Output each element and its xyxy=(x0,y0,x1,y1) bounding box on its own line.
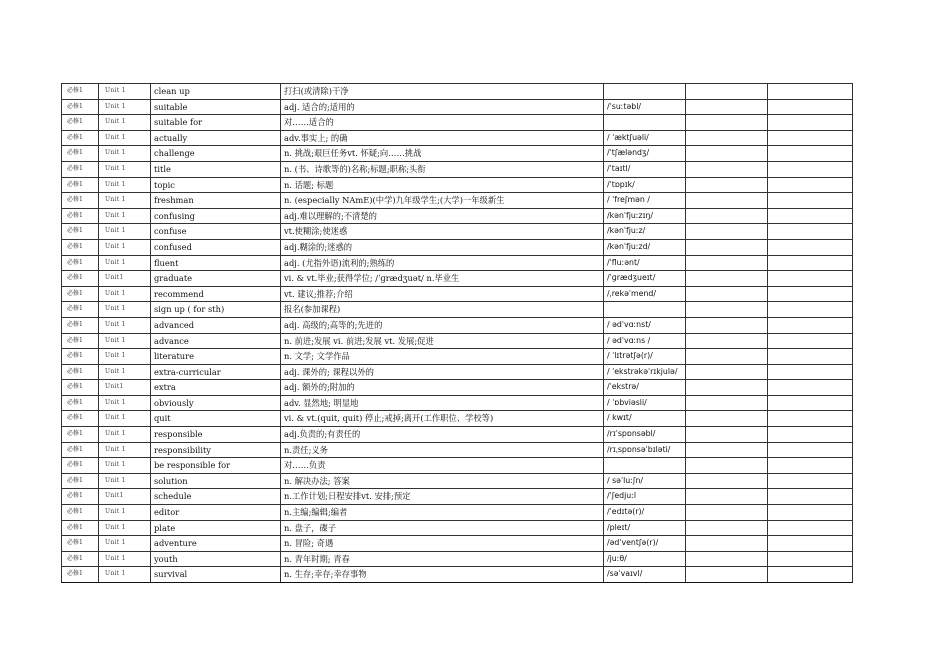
unit-cell: Unit 1 xyxy=(99,255,151,271)
phonetic-cell: / ˈɒbviəsli/ xyxy=(604,395,686,411)
phonetic-cell: /ˌrekəˈmend/ xyxy=(604,286,686,302)
meaning-cell: vt.使糊涂;使迷惑 xyxy=(281,224,604,240)
phonetic-cell: /ˈtɒpɪk/ xyxy=(604,177,686,193)
table-row xyxy=(62,271,853,287)
table-row xyxy=(62,333,853,349)
meaning-cell: vt. 建议;推荐;介绍 xyxy=(281,286,604,302)
table-row xyxy=(62,161,853,177)
blank-cell xyxy=(768,536,853,552)
blank-cell xyxy=(768,193,853,209)
meaning-cell: vi. & vt.(quit, quit) 停止;戒掉;离开(工作职位、学校等) xyxy=(281,411,604,427)
blank-cell xyxy=(768,411,853,427)
meaning-cell: adj. 高级的;高等的;先进的 xyxy=(281,317,604,333)
phonetic-cell xyxy=(604,115,686,131)
table-row xyxy=(62,177,853,193)
blank-cell xyxy=(768,271,853,287)
meaning-cell: 报名(参加课程) xyxy=(281,302,604,318)
blank-cell xyxy=(768,458,853,474)
book-cell: 必修1 xyxy=(62,567,99,583)
meaning-cell: adv.事实上; 的确 xyxy=(281,130,604,146)
blank-cell xyxy=(768,442,853,458)
unit-cell: Unit 1 xyxy=(99,317,151,333)
blank-cell xyxy=(768,395,853,411)
book-cell: 必修1 xyxy=(62,473,99,489)
word-cell: responsibility xyxy=(151,442,281,458)
word-cell: advanced xyxy=(151,317,281,333)
blank-cell xyxy=(768,380,853,396)
word-cell: topic xyxy=(151,177,281,193)
word-cell: actually xyxy=(151,130,281,146)
phonetic-cell xyxy=(604,458,686,474)
table-row xyxy=(62,317,853,333)
phonetic-cell: / ˈæktʃuəli/ xyxy=(604,130,686,146)
blank-cell xyxy=(768,317,853,333)
phonetic-cell: /ˈedɪtə(r)/ xyxy=(604,505,686,521)
word-cell: suitable xyxy=(151,99,281,115)
word-cell: editor xyxy=(151,505,281,521)
phonetic-cell: /ˈekstrə/ xyxy=(604,380,686,396)
blank-cell xyxy=(768,177,853,193)
book-cell: 必修1 xyxy=(62,302,99,318)
blank-cell xyxy=(686,364,768,380)
meaning-cell: n. 前进;发展 vi. 前进;发展 vt. 发展;促进 xyxy=(281,333,604,349)
blank-cell xyxy=(686,146,768,162)
blank-cell xyxy=(686,271,768,287)
word-cell: title xyxy=(151,161,281,177)
phonetic-cell: / səˈluːʃn/ xyxy=(604,473,686,489)
blank-cell xyxy=(686,520,768,536)
blank-cell xyxy=(768,302,853,318)
blank-cell xyxy=(768,473,853,489)
unit-cell: Unit 1 xyxy=(99,395,151,411)
table-row xyxy=(62,255,853,271)
book-cell: 必修1 xyxy=(62,146,99,162)
table-row xyxy=(62,208,853,224)
book-cell: 必修1 xyxy=(62,255,99,271)
table-row xyxy=(62,99,853,115)
word-cell: graduate xyxy=(151,271,281,287)
blank-cell xyxy=(768,286,853,302)
blank-cell xyxy=(686,458,768,474)
table-row xyxy=(62,458,853,474)
phonetic-cell: / ˈlɪtrətʃə(r)/ xyxy=(604,349,686,365)
blank-cell xyxy=(686,333,768,349)
meaning-cell: 对……负责 xyxy=(281,458,604,474)
word-cell: schedule xyxy=(151,489,281,505)
table-row xyxy=(62,551,853,567)
blank-cell xyxy=(686,395,768,411)
word-cell: literature xyxy=(151,349,281,365)
blank-cell xyxy=(686,473,768,489)
blank-cell xyxy=(686,302,768,318)
blank-cell xyxy=(768,567,853,583)
meaning-cell: n. 话题; 标题 xyxy=(281,177,604,193)
phonetic-cell: /kənˈfjuːzɪŋ/ xyxy=(604,208,686,224)
phonetic-cell: /ədˈventʃə(r)/ xyxy=(604,536,686,552)
unit-cell: Unit 1 xyxy=(99,99,151,115)
meaning-cell: n.主编;编辑;编者 xyxy=(281,505,604,521)
table-row xyxy=(62,380,853,396)
meaning-cell: adj. 课外的; 课程以外的 xyxy=(281,364,604,380)
blank-cell xyxy=(686,317,768,333)
meaning-cell: n. (especially NAmE)(中学)九年级学生;(大学)一年级新生 xyxy=(281,193,604,209)
blank-cell xyxy=(686,208,768,224)
book-cell: 必修1 xyxy=(62,286,99,302)
word-cell: survival xyxy=(151,567,281,583)
unit-cell: Unit 1 xyxy=(99,146,151,162)
unit-cell: Unit 1 xyxy=(99,458,151,474)
meaning-cell: adj. 适合的;适用的 xyxy=(281,99,604,115)
phonetic-cell: /kənˈfjuːz/ xyxy=(604,224,686,240)
book-cell: 必修1 xyxy=(62,551,99,567)
word-cell: freshman xyxy=(151,193,281,209)
meaning-cell: vi. & vt.毕业;获得学位; /ˈɡrædʒuət/ n.毕业生 xyxy=(281,271,604,287)
unit-cell: Unit 1 xyxy=(99,551,151,567)
phonetic-cell: /ˈʃedjuːl xyxy=(604,489,686,505)
meaning-cell: adj. 额外的;附加的 xyxy=(281,380,604,396)
book-cell: 必修1 xyxy=(62,161,99,177)
meaning-cell: n.责任;义务 xyxy=(281,442,604,458)
blank-cell xyxy=(686,427,768,443)
blank-cell xyxy=(686,99,768,115)
table-row xyxy=(62,427,853,443)
word-cell: plate xyxy=(151,520,281,536)
phonetic-cell: /pleɪt/ xyxy=(604,520,686,536)
phonetic-cell: /rɪˌspɒnsəˈbɪləti/ xyxy=(604,442,686,458)
unit-cell: Unit 1 xyxy=(99,349,151,365)
blank-cell xyxy=(686,115,768,131)
blank-cell xyxy=(768,99,853,115)
table-row xyxy=(62,473,853,489)
word-cell: suitable for xyxy=(151,115,281,131)
vocabulary-table xyxy=(61,83,853,583)
meaning-cell: n.工作计划;日程安排vt. 安排;预定 xyxy=(281,489,604,505)
word-cell: adventure xyxy=(151,536,281,552)
unit-cell: Unit 1 xyxy=(99,333,151,349)
blank-cell xyxy=(686,411,768,427)
unit-cell: Unit 1 xyxy=(99,473,151,489)
meaning-cell: n. 解决办法; 答案 xyxy=(281,473,604,489)
table-row xyxy=(62,239,853,255)
word-cell: youth xyxy=(151,551,281,567)
blank-cell xyxy=(768,349,853,365)
table-row xyxy=(62,505,853,521)
book-cell: 必修1 xyxy=(62,99,99,115)
meaning-cell: adj. (尤指外语)流利的;熟练的 xyxy=(281,255,604,271)
blank-cell xyxy=(768,208,853,224)
word-cell: solution xyxy=(151,473,281,489)
phonetic-cell xyxy=(604,302,686,318)
unit-cell: Unit1 xyxy=(99,380,151,396)
unit-cell: Unit 1 xyxy=(99,161,151,177)
blank-cell xyxy=(686,380,768,396)
unit-cell: Unit 1 xyxy=(99,193,151,209)
table-row xyxy=(62,536,853,552)
blank-cell xyxy=(686,84,768,100)
meaning-cell: n. 青年时期; 青春 xyxy=(281,551,604,567)
word-cell: confusing xyxy=(151,208,281,224)
table-row xyxy=(62,84,853,100)
meaning-cell: adv. 显然地; 明显地 xyxy=(281,395,604,411)
book-cell: 必修1 xyxy=(62,411,99,427)
blank-cell xyxy=(686,161,768,177)
book-cell: 必修1 xyxy=(62,239,99,255)
book-cell: 必修1 xyxy=(62,427,99,443)
book-cell: 必修1 xyxy=(62,224,99,240)
phonetic-cell: /ˈsuːtəbl/ xyxy=(604,99,686,115)
blank-cell xyxy=(768,489,853,505)
word-cell: confuse xyxy=(151,224,281,240)
book-cell: 必修1 xyxy=(62,208,99,224)
book-cell: 必修1 xyxy=(62,489,99,505)
blank-cell xyxy=(768,115,853,131)
unit-cell: Unit 1 xyxy=(99,505,151,521)
unit-cell: Unit 1 xyxy=(99,84,151,100)
blank-cell xyxy=(768,551,853,567)
word-cell: extra xyxy=(151,380,281,396)
phonetic-cell: / kwɪt/ xyxy=(604,411,686,427)
meaning-cell: adj.糊涂的;迷惑的 xyxy=(281,239,604,255)
unit-cell: Unit 1 xyxy=(99,427,151,443)
meaning-cell: n. 挑战;艰巨任务vt. 怀疑;向……挑战 xyxy=(281,146,604,162)
phonetic-cell: / ˈfreʃmən / xyxy=(604,193,686,209)
meaning-cell: n. 盘子，碟子 xyxy=(281,520,604,536)
blank-cell xyxy=(686,286,768,302)
table-row xyxy=(62,567,853,583)
blank-cell xyxy=(768,255,853,271)
table-row xyxy=(62,302,853,318)
unit-cell: Unit 1 xyxy=(99,177,151,193)
blank-cell xyxy=(768,520,853,536)
blank-cell xyxy=(686,255,768,271)
unit-cell: Unit 1 xyxy=(99,208,151,224)
word-cell: obviously xyxy=(151,395,281,411)
blank-cell xyxy=(686,442,768,458)
blank-cell xyxy=(768,130,853,146)
book-cell: 必修1 xyxy=(62,317,99,333)
vocabulary-table-body xyxy=(62,84,853,583)
blank-cell xyxy=(686,193,768,209)
book-cell: 必修1 xyxy=(62,505,99,521)
blank-cell xyxy=(686,349,768,365)
blank-cell xyxy=(768,146,853,162)
table-row xyxy=(62,442,853,458)
blank-cell xyxy=(686,239,768,255)
blank-cell xyxy=(686,224,768,240)
unit-cell: Unit 1 xyxy=(99,411,151,427)
book-cell: 必修1 xyxy=(62,520,99,536)
blank-cell xyxy=(768,364,853,380)
unit-cell: Unit 1 xyxy=(99,239,151,255)
phonetic-cell: /ˈɡrædʒueɪt/ xyxy=(604,271,686,287)
blank-cell xyxy=(768,427,853,443)
blank-cell xyxy=(768,84,853,100)
blank-cell xyxy=(686,489,768,505)
book-cell: 必修1 xyxy=(62,364,99,380)
table-row xyxy=(62,411,853,427)
unit-cell: Unit 1 xyxy=(99,520,151,536)
word-cell: challenge xyxy=(151,146,281,162)
word-cell: be responsible for xyxy=(151,458,281,474)
book-cell: 必修1 xyxy=(62,115,99,131)
meaning-cell: adj.难以理解的;不清楚的 xyxy=(281,208,604,224)
book-cell: 必修1 xyxy=(62,130,99,146)
blank-cell xyxy=(686,551,768,567)
blank-cell xyxy=(768,224,853,240)
table-row xyxy=(62,224,853,240)
phonetic-cell: /juːθ/ xyxy=(604,551,686,567)
table-row xyxy=(62,130,853,146)
phonetic-cell: / ədˈvɑːns / xyxy=(604,333,686,349)
meaning-cell: 打扫(或清除)干净 xyxy=(281,84,604,100)
unit-cell: Unit 1 xyxy=(99,115,151,131)
word-cell: sign up ( for sth) xyxy=(151,302,281,318)
book-cell: 必修1 xyxy=(62,380,99,396)
book-cell: 必修1 xyxy=(62,536,99,552)
meaning-cell: 对……适合的 xyxy=(281,115,604,131)
unit-cell: Unit1 xyxy=(99,271,151,287)
table-row xyxy=(62,286,853,302)
book-cell: 必修1 xyxy=(62,442,99,458)
unit-cell: Unit 1 xyxy=(99,567,151,583)
blank-cell xyxy=(686,536,768,552)
phonetic-cell xyxy=(604,84,686,100)
table-row xyxy=(62,489,853,505)
unit-cell: Unit 1 xyxy=(99,442,151,458)
table-row xyxy=(62,349,853,365)
word-cell: clean up xyxy=(151,84,281,100)
phonetic-cell: / ədˈvɑːnst/ xyxy=(604,317,686,333)
phonetic-cell: /ˈtaɪtl/ xyxy=(604,161,686,177)
book-cell: 必修1 xyxy=(62,177,99,193)
phonetic-cell: /ˈtʃæləndʒ/ xyxy=(604,146,686,162)
table-row xyxy=(62,520,853,536)
blank-cell xyxy=(768,161,853,177)
phonetic-cell: /kənˈfjuːzd/ xyxy=(604,239,686,255)
blank-cell xyxy=(686,177,768,193)
blank-cell xyxy=(768,505,853,521)
blank-cell xyxy=(686,130,768,146)
unit-cell: Unit 1 xyxy=(99,536,151,552)
word-cell: recommend xyxy=(151,286,281,302)
unit-cell: Unit 1 xyxy=(99,286,151,302)
table-row xyxy=(62,146,853,162)
unit-cell: Unit 1 xyxy=(99,302,151,318)
unit-cell: Unit 1 xyxy=(99,364,151,380)
phonetic-cell: /səˈvaɪvl/ xyxy=(604,567,686,583)
word-cell: advance xyxy=(151,333,281,349)
word-cell: fluent xyxy=(151,255,281,271)
book-cell: 必修1 xyxy=(62,333,99,349)
blank-cell xyxy=(768,239,853,255)
table-row xyxy=(62,193,853,209)
book-cell: 必修1 xyxy=(62,458,99,474)
book-cell: 必修1 xyxy=(62,395,99,411)
word-cell: quit xyxy=(151,411,281,427)
phonetic-cell: / ˈekstrəkəˈrɪkjulə/ xyxy=(604,364,686,380)
word-cell: confused xyxy=(151,239,281,255)
book-cell: 必修1 xyxy=(62,349,99,365)
blank-cell xyxy=(768,333,853,349)
meaning-cell: adj.负责的;有责任的 xyxy=(281,427,604,443)
table-row xyxy=(62,115,853,131)
book-cell: 必修1 xyxy=(62,84,99,100)
table-row xyxy=(62,364,853,380)
blank-cell xyxy=(686,505,768,521)
book-cell: 必修1 xyxy=(62,271,99,287)
book-cell: 必修1 xyxy=(62,193,99,209)
table-row xyxy=(62,395,853,411)
phonetic-cell: /rɪˈspɒnsəbl/ xyxy=(604,427,686,443)
phonetic-cell: /ˈfluːənt/ xyxy=(604,255,686,271)
meaning-cell: n. (书、诗歌等的)名称;标题;职称;头衔 xyxy=(281,161,604,177)
unit-cell: Unit 1 xyxy=(99,130,151,146)
meaning-cell: n. 文学; 文学作品 xyxy=(281,349,604,365)
word-cell: extra-curricular xyxy=(151,364,281,380)
unit-cell: Unit1 xyxy=(99,489,151,505)
word-cell: responsible xyxy=(151,427,281,443)
meaning-cell: n. 冒险; 奇遇 xyxy=(281,536,604,552)
meaning-cell: n. 生存;幸存;幸存事物 xyxy=(281,567,604,583)
blank-cell xyxy=(686,567,768,583)
unit-cell: Unit 1 xyxy=(99,224,151,240)
